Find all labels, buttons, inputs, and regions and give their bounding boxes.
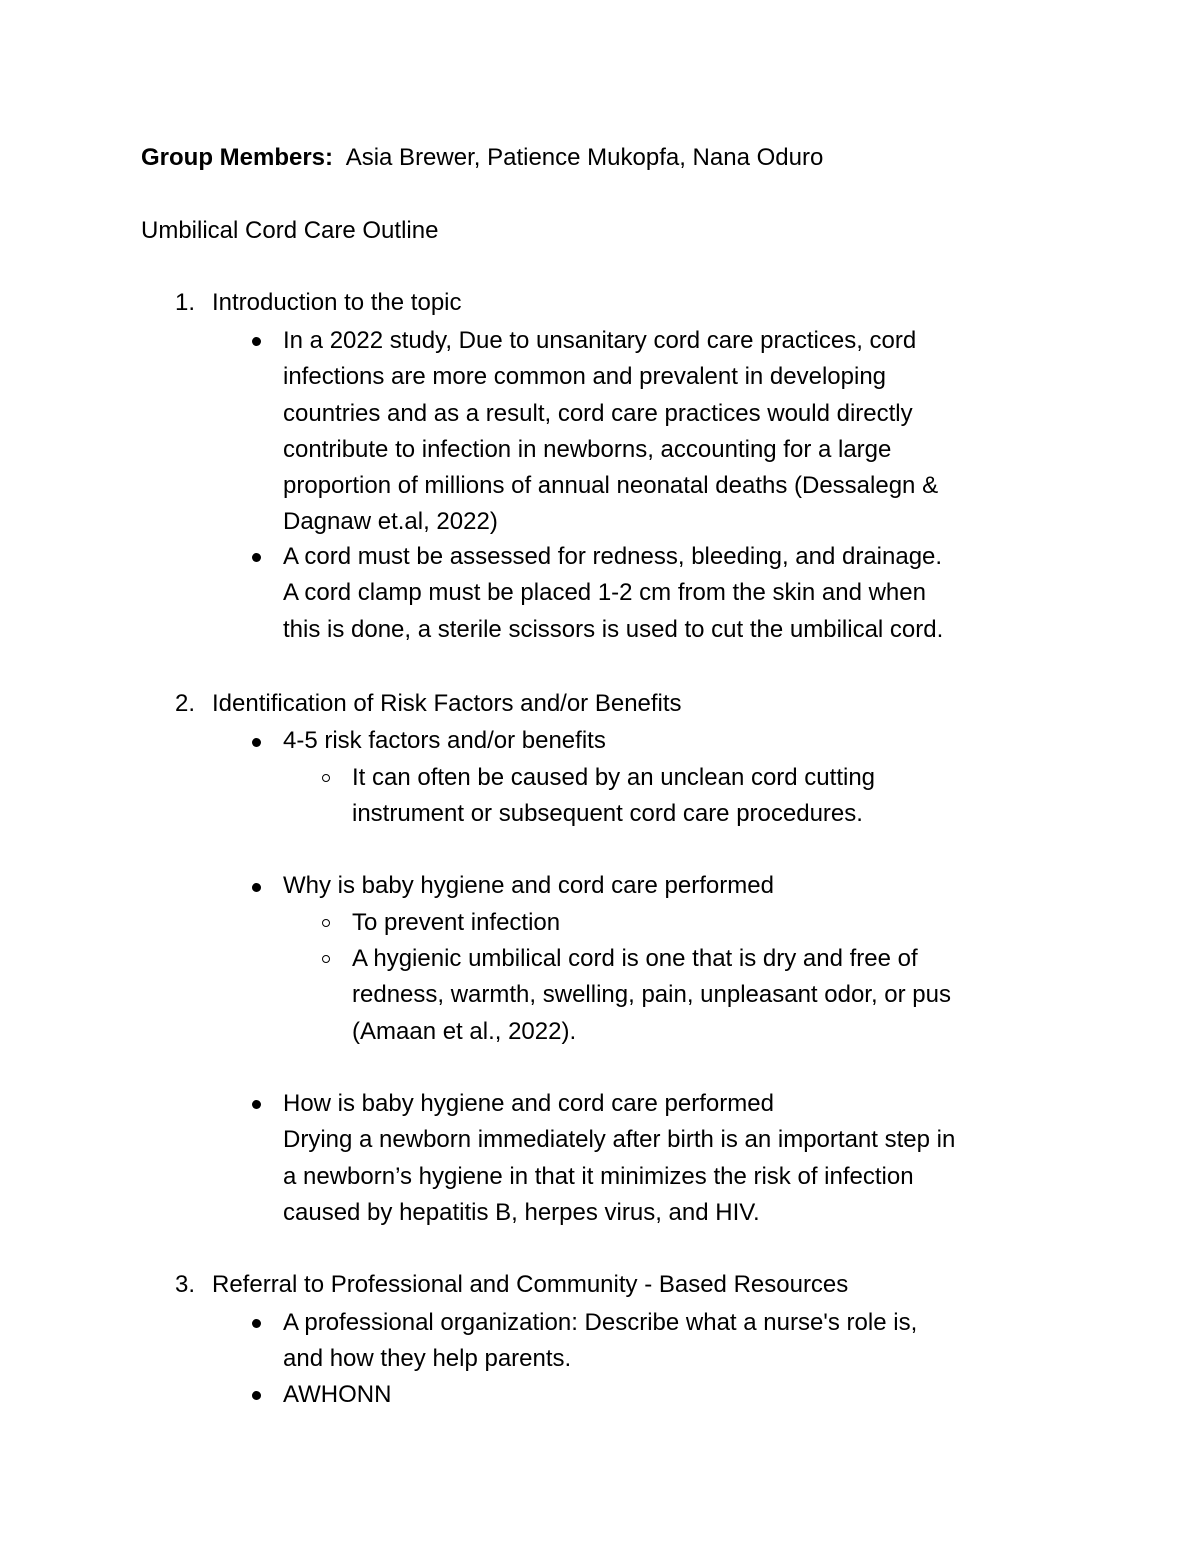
text-line: caused by hepatitis B, herpes virus, and HIV.	[283, 1198, 760, 1226]
text-line: and how they help parents.	[283, 1345, 572, 1373]
hollow-bullet-icon	[322, 955, 330, 963]
group-members-line	[141, 140, 823, 176]
group-members-names: Asia Brewer, Patience Mukopfa, Nana Oduro	[345, 144, 824, 171]
text-line: infections are more common and prevalent in developing	[283, 363, 887, 391]
text-line: (Amaan et al., 2022).	[352, 1017, 577, 1045]
text-line: instrument or subsequent cord care procedures.	[352, 800, 863, 828]
group-members-label: Group Members:	[141, 144, 334, 171]
bullet-icon	[252, 738, 261, 747]
page-title: Umbilical Cord Care Outline	[141, 217, 439, 244]
text-line: a newborn’s hygiene in that it minimizes the risk of infection	[283, 1162, 914, 1190]
section-2-heading: Identification of Risk Factors and/or Benefits	[212, 690, 682, 717]
text-line: Drying a newborn immediately after birth is an important step in	[283, 1126, 956, 1154]
section-2-bullet-2: Why is baby hygiene and cord care performed	[283, 872, 774, 899]
text-line: proportion of millions of annual neonatal deaths (Dessalegn &	[283, 472, 939, 500]
section-1-bullet-2	[283, 539, 943, 648]
text-line: redness, warmth, swelling, pain, unpleasant odor, or pus	[352, 981, 952, 1009]
section-2-subbullet-1	[352, 760, 875, 833]
text-line: contribute to infection in newborns, accounting for a large	[283, 435, 892, 463]
section-2-number: 2.	[175, 690, 196, 717]
text-line: It can often be caused by an unclean cord cutting	[352, 764, 876, 791]
text-line: A cord must be assessed for redness, bleeding, and drainage.	[283, 543, 943, 570]
text-line: countries and as a result, cord care practices would directly	[283, 399, 913, 427]
text-line: this is done, a sterile scissors is used to cut the umbilical cord.	[283, 615, 944, 643]
bullet-icon	[252, 337, 261, 346]
bullet-icon	[252, 553, 261, 562]
text-line: A professional organization: Describe what a nurse's role is,	[283, 1309, 918, 1336]
section-3-bullet-1	[283, 1305, 917, 1378]
text-line: Dagnaw et.al, 2022)	[283, 508, 498, 536]
section-1-heading: Introduction to the topic	[212, 289, 462, 316]
section-3-bullet-2: AWHONN	[283, 1381, 392, 1408]
section-2-subbullet-3	[352, 941, 951, 1050]
section-3-heading: Referral to Professional and Community - Based Resources	[212, 1271, 849, 1298]
hollow-bullet-icon	[322, 774, 330, 782]
section-2-subbullet-2: To prevent infection	[352, 909, 561, 936]
bullet-icon	[252, 1100, 261, 1109]
text-line: How is baby hygiene and cord care performed	[283, 1090, 774, 1117]
section-1-number: 1.	[175, 289, 196, 316]
bullet-icon	[252, 883, 261, 892]
section-2-bullet-3	[283, 1086, 955, 1231]
text-line: A cord clamp must be placed 1-2 cm from the skin and when	[283, 579, 926, 607]
bullet-icon	[252, 1319, 261, 1328]
bullet-icon	[252, 1391, 261, 1400]
section-1-bullet-1	[283, 323, 938, 541]
text-line: In a 2022 study, Due to unsanitary cord care practices, cord	[283, 327, 917, 354]
section-2-bullet-1: 4-5 risk factors and/or benefits	[283, 727, 606, 754]
section-3-number: 3.	[175, 1271, 196, 1298]
hollow-bullet-icon	[322, 919, 330, 927]
text-line: A hygienic umbilical cord is one that is dry and free of	[352, 945, 918, 972]
